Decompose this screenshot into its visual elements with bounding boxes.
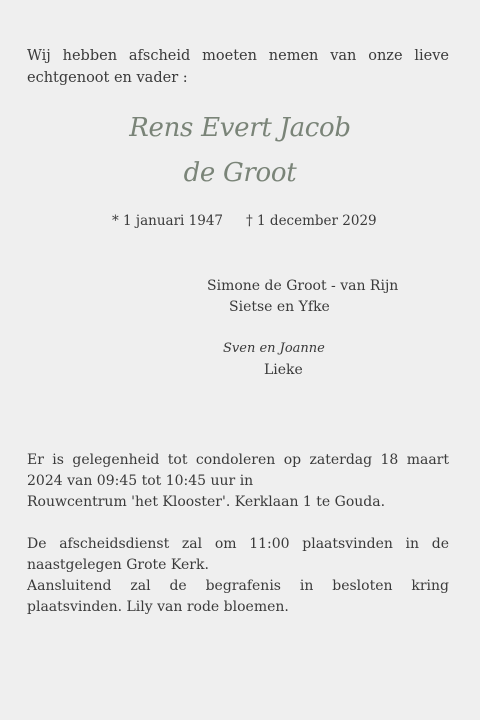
birth-date: * 1 januari 1947 (112, 213, 224, 229)
intro-text: Wij hebben afscheid moeten nemen van onze lieve echtgenoot en vader : (27, 48, 449, 86)
service-line-2: Aansluitend zal de begrafenis in besloten kring plaatsvinden. Lily van rode bloemen. (27, 578, 449, 615)
condolence-block (27, 450, 449, 513)
grandchild-name: Lieke (264, 362, 303, 378)
condolence-line-2: Rouwcentrum 'het Klooster'. Kerklaan 1 te Gouda. (27, 494, 386, 510)
spouse-name: Simone de Groot - van Rijn (207, 278, 399, 294)
death-date: † 1 december 2029 (246, 213, 377, 229)
deceased-name-first: Rens Evert Jacob (129, 113, 351, 143)
children-names-2: Sven en Joanne (223, 341, 325, 356)
deceased-name-last: de Groot (183, 158, 297, 188)
condolence-line-1: Er is gelegenheid tot condoleren op zaterdag 18 maart 2024 van 09:45 tot 10:45 uur in (27, 452, 449, 489)
service-line-1: De afscheidsdienst zal om 11:00 plaatsvinden in de naastgelegen Grote Kerk. (27, 536, 449, 573)
children-names: Sietse en Yfke (229, 299, 330, 315)
service-block (27, 534, 449, 618)
